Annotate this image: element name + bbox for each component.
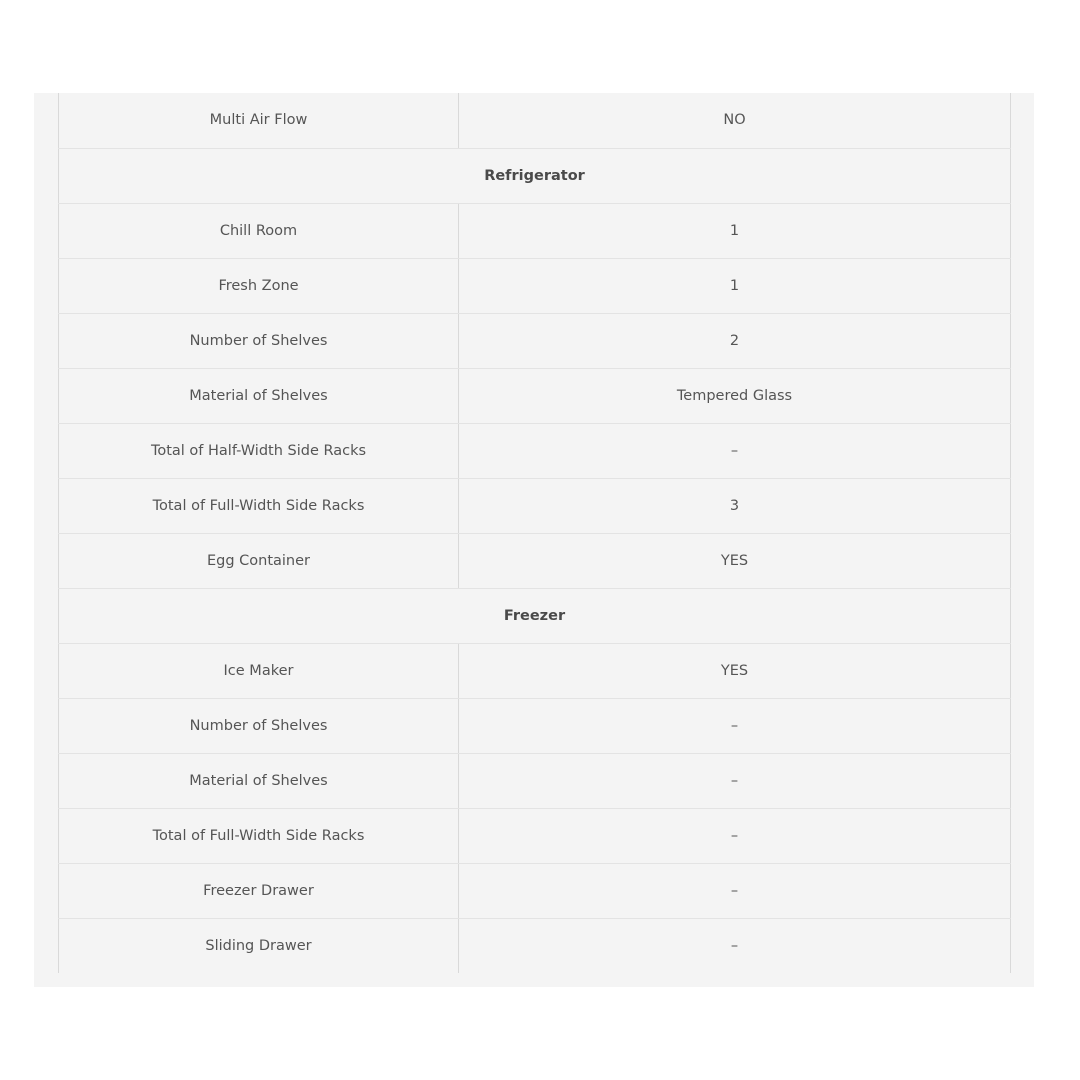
spec-value: – xyxy=(459,808,1011,863)
spec-value: 3 xyxy=(459,478,1011,533)
spec-row xyxy=(59,478,1011,533)
section-header-row xyxy=(59,588,1011,643)
spec-row xyxy=(59,203,1011,258)
spec-label: Total of Full-Width Side Racks xyxy=(59,808,459,863)
spec-table xyxy=(58,93,1011,973)
spec-label: Total of Full-Width Side Racks xyxy=(59,478,459,533)
spec-label: Multi Air Flow xyxy=(59,93,459,148)
spec-label: Material of Shelves xyxy=(59,368,459,423)
spec-label: Number of Shelves xyxy=(59,698,459,753)
spec-row xyxy=(59,643,1011,698)
spec-value: YES xyxy=(459,533,1011,588)
spec-row xyxy=(59,423,1011,478)
section-header: Freezer xyxy=(59,588,1011,643)
section-header-row xyxy=(59,148,1011,203)
spec-row xyxy=(59,368,1011,423)
spec-label: Total of Half-Width Side Racks xyxy=(59,423,459,478)
spec-row xyxy=(59,918,1011,973)
spec-value: NO xyxy=(459,93,1011,148)
spec-value: YES xyxy=(459,643,1011,698)
spec-value: – xyxy=(459,863,1011,918)
spec-value: 1 xyxy=(459,203,1011,258)
spec-row xyxy=(59,753,1011,808)
spec-value: Tempered Glass xyxy=(459,368,1011,423)
spec-label: Chill Room xyxy=(59,203,459,258)
spec-value: – xyxy=(459,698,1011,753)
spec-row xyxy=(59,808,1011,863)
spec-label: Ice Maker xyxy=(59,643,459,698)
spec-label: Material of Shelves xyxy=(59,753,459,808)
spec-value: – xyxy=(459,753,1011,808)
spec-label: Number of Shelves xyxy=(59,313,459,368)
spec-row xyxy=(59,698,1011,753)
spec-table-body xyxy=(59,93,1011,973)
spec-value: 2 xyxy=(459,313,1011,368)
section-header: Refrigerator xyxy=(59,148,1011,203)
spec-label: Freezer Drawer xyxy=(59,863,459,918)
spec-row xyxy=(59,863,1011,918)
spec-label: Fresh Zone xyxy=(59,258,459,313)
spec-value: 1 xyxy=(459,258,1011,313)
spec-row xyxy=(59,93,1011,148)
spec-label: Egg Container xyxy=(59,533,459,588)
spec-row xyxy=(59,258,1011,313)
spec-panel xyxy=(34,93,1034,987)
spec-label: Sliding Drawer xyxy=(59,918,459,973)
spec-value: – xyxy=(459,918,1011,973)
spec-row xyxy=(59,533,1011,588)
spec-value: – xyxy=(459,423,1011,478)
spec-row xyxy=(59,313,1011,368)
